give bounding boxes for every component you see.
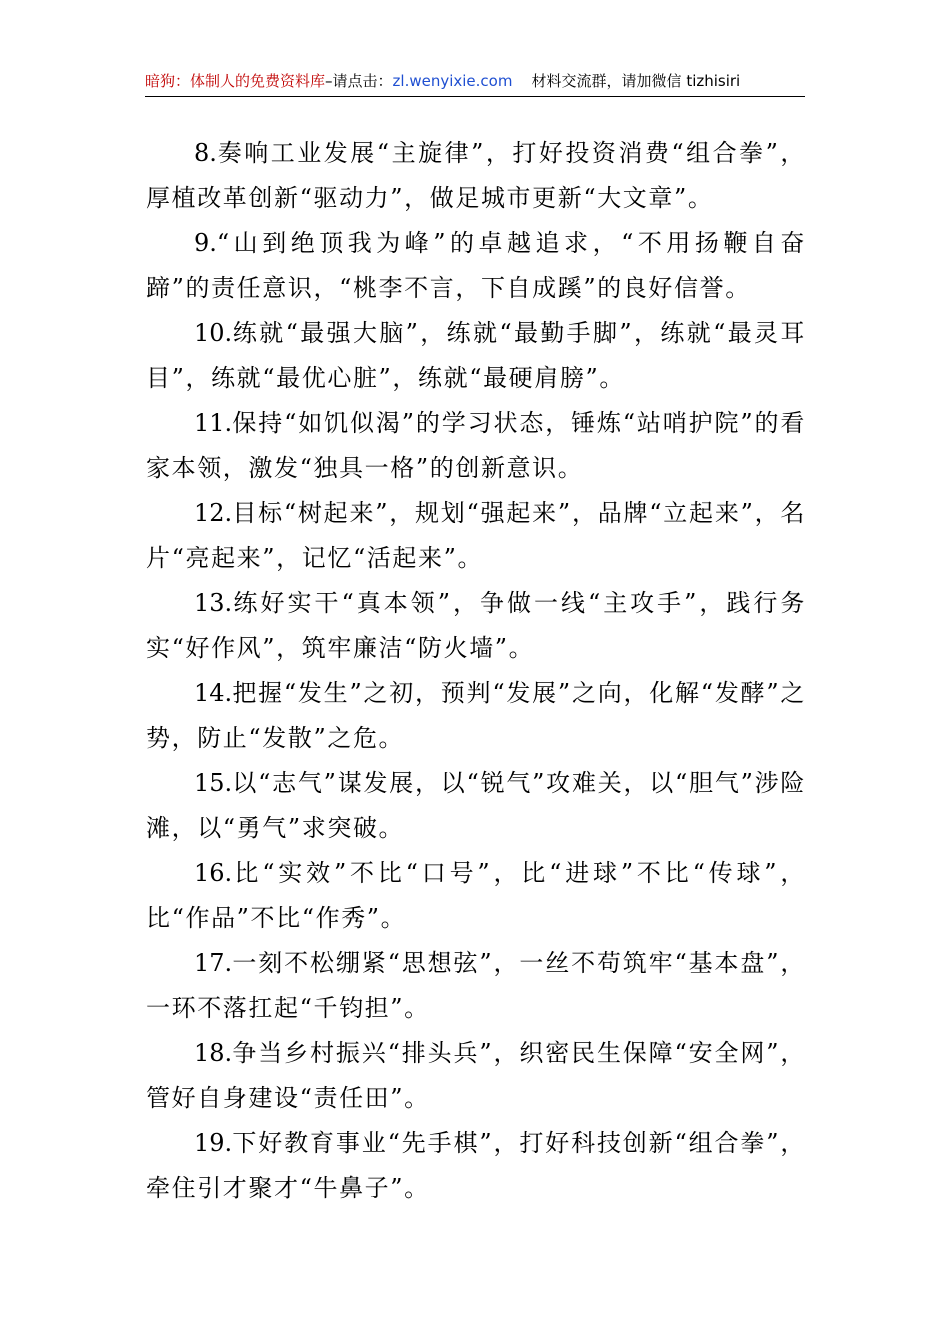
- item-number: 18.: [194, 1039, 233, 1067]
- item-text: 下好教育事业“先手棋”，打好科技创新“组合拳”，牵住引才聚才“牛鼻子”。: [146, 1129, 806, 1202]
- item-text: 保持“如饥似渴”的学习状态，锤炼“站哨护院”的看家本领，激发“独具一格”的创新意识。: [146, 409, 806, 482]
- item-number: 13.: [194, 589, 233, 617]
- item-number: 10.: [194, 319, 233, 347]
- item-text: 一刻不松绷紧“思想弦”，一丝不苟筑牢“基本盘”，一环不落扛起“千钧担”。: [146, 949, 806, 1022]
- list-item: [146, 1121, 806, 1211]
- item-text: 争当乡村振兴“排头兵”，织密民生保障“安全网”，管好自身建设“责任田”。: [146, 1039, 806, 1112]
- document-body: [146, 131, 806, 1211]
- list-item: [146, 401, 806, 491]
- site-name: 暗狗：体制人的免费资料库: [145, 72, 326, 90]
- item-number: 17.: [194, 949, 233, 977]
- list-item: [146, 311, 806, 401]
- list-item: [146, 851, 806, 941]
- item-text: 练就“最强大脑”，练就“最勤手脚”，练就“最灵耳目”，练就“最优心脏”，练就“最硬肩膀”。: [146, 319, 806, 392]
- item-text: 奏响工业发展“主旋律”，打好投资消费“组合拳”，厚植改革创新“驱动力”，做足城市更新“大文章”。: [146, 139, 806, 212]
- item-text: 目标“树起来”，规划“强起来”，品牌“立起来”，名片“亮起来”，记忆“活起来”。: [146, 499, 806, 572]
- list-item: [146, 131, 806, 221]
- list-item: [146, 221, 806, 311]
- item-number: 16.: [194, 859, 233, 887]
- click-prompt: –请点击：: [325, 72, 393, 90]
- item-number: 15.: [194, 769, 233, 797]
- item-number: 9.: [194, 229, 217, 257]
- item-number: 12.: [194, 499, 233, 527]
- list-item: [146, 491, 806, 581]
- site-link[interactable]: zl.wenyixie.com: [392, 72, 513, 90]
- item-number: 11.: [194, 409, 233, 437]
- item-text: 以“志气”谋发展，以“锐气”攻难关，以“胆气”涉险滩，以“勇气”求突破。: [146, 769, 806, 842]
- item-text: 比“实效”不比“口号”，比“进球”不比“传球”，比“作品”不比“作秀”。: [146, 859, 806, 932]
- item-number: 19.: [194, 1129, 233, 1157]
- list-item: [146, 941, 806, 1031]
- item-text: 把握“发生”之初，预判“发展”之向，化解“发酵”之势，防止“发散”之危。: [146, 679, 806, 752]
- list-item: [146, 581, 806, 671]
- wechat-note: 材料交流群，请加微信 tizhisiri: [531, 72, 741, 90]
- list-item: [146, 1031, 806, 1121]
- item-number: 14.: [194, 679, 233, 707]
- list-item: [146, 761, 806, 851]
- item-number: 8.: [194, 139, 217, 167]
- item-text: “山到绝顶我为峰”的卓越追求，“不用扬鞭自奋蹄”的责任意识，“桃李不言，下自成蹊”的良好信誉。: [146, 229, 806, 302]
- page-header: [145, 68, 805, 97]
- list-item: [146, 671, 806, 761]
- item-text: 练好实干“真本领”，争做一线“主攻手”，践行务实“好作风”，筑牢廉洁“防火墙”。: [146, 589, 806, 662]
